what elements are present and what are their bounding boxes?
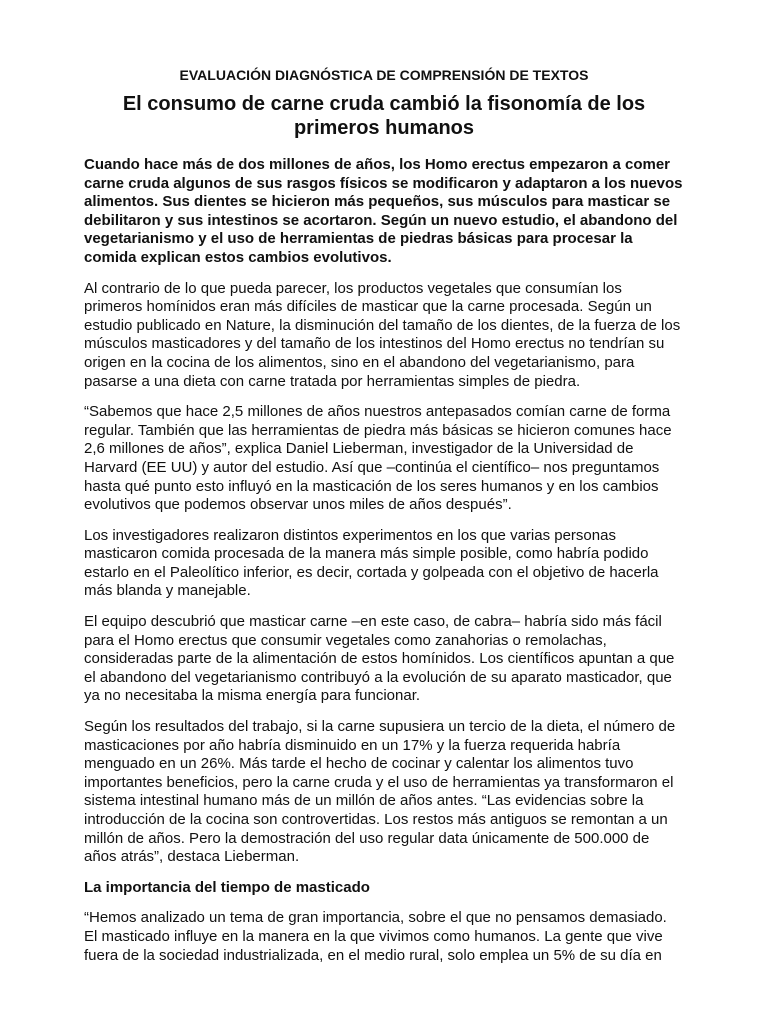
section-heading: La importancia del tiempo de masticado bbox=[84, 878, 370, 896]
body-paragraph: Según los resultados del trabajo, si la carne supusiera un tercio de la dieta, el número de masticaciones por año habría disminuido en un 17% y la fuerza requerida habría menguado en un 26%. Más tarde el hecho de cocinar y calentar los alimentos tuvo importantes beneficios, pero la carne cruda y el uso de herramientas ya transformaron el sistema intestinal humano más de un millón de años antes. “Las evidencias sobre la introducción de la cocina son controvertidas. Los restos más antiguos se remontan a un millón de años. Pero la demostración del uso regular data únicamente de 500.000 de años atrás”, destaca Lieberman. bbox=[84, 718, 676, 866]
body-paragraph: “Sabemos que hace 2,5 millones de años nuestros antepasados comían carne de forma regular. También que las herramientas de piedra más básicas se hicieron comunes hace 2,6 millones de años”, explica Daniel Lieberman, investigador de la Universidad de Harvard (EE UU) y autor del estudio. Así que –continúa el científico– nos preguntamos hasta qué punto esto influyó en la masticación de los seres humanos y en los cambios evolutivos que podemos observar unos miles de años después”. bbox=[84, 403, 672, 514]
body-paragraph: El equipo descubrió que masticar carne –en este caso, de cabra– habría sido más fácil para el Homo erectus que consumir vegetales como zanahorias o remolachas, consideradas parte de la alimentación de estos homínidos. Los científicos apuntan a que el abandono del vegetarianismo contribuyó a la evolución de su aparato masticador, que ya no necesitaba la misma energía para funcionar. bbox=[84, 613, 675, 705]
closing-paragraph: “Hemos analizado un tema de gran importancia, sobre el que no pensamos demasiado. El masticado influye en la manera en la que vivimos como humanos. La gente que vive fuera de la sociedad industrializada, en el medio rural, solo emplea un 5% de su día en bbox=[84, 909, 667, 964]
lead-paragraph: Cuando hace más de dos millones de años, los Homo erectus empezaron a comer carne cruda algunos de sus rasgos físicos se modificaron y adaptaron a los nuevos alimentos. Sus dientes se hicieron más pequeños, sus músculos para masticar se debilitaron y sus intestinos se acortaron. Según un nuevo estudio, el abandono del vegetarianismo y el uso de herramientas de piedras básicas para procesar la comida explican estos cambios evolutivos. bbox=[84, 156, 683, 266]
document-title: El consumo de carne cruda cambió la fisonomía de los primeros humanos bbox=[122, 93, 646, 139]
body-paragraph: Al contrario de lo que pueda parecer, los productos vegetales que consumían los primeros homínidos eran más difíciles de masticar que la carne procesada. Según un estudio publicado en Nature, la disminución del tamaño de los dientes, de la fuerza de los músculos masticadores y del tamaño de los intestinos del Homo erectus no tendrían su origen en la cocina de los alimentos, sino en el abandono del vegetarianismo, para pasarse a una dieta con carne tratada por herramientas simples de piedra. bbox=[84, 279, 681, 390]
body-paragraph: Los investigadores realizaron distintos experimentos en los que varias personas masticaron comida procesada de la manera más simple posible, como habría podido estarlo en el Paleolítico inferior, es decir, cortada y golpeada con el objetivo de hacerla más blanda y manejable. bbox=[84, 526, 659, 600]
document-kicker: EVALUACIÓN DIAGNÓSTICA DE COMPRENSIÓN DE TEXTOS bbox=[179, 67, 589, 83]
